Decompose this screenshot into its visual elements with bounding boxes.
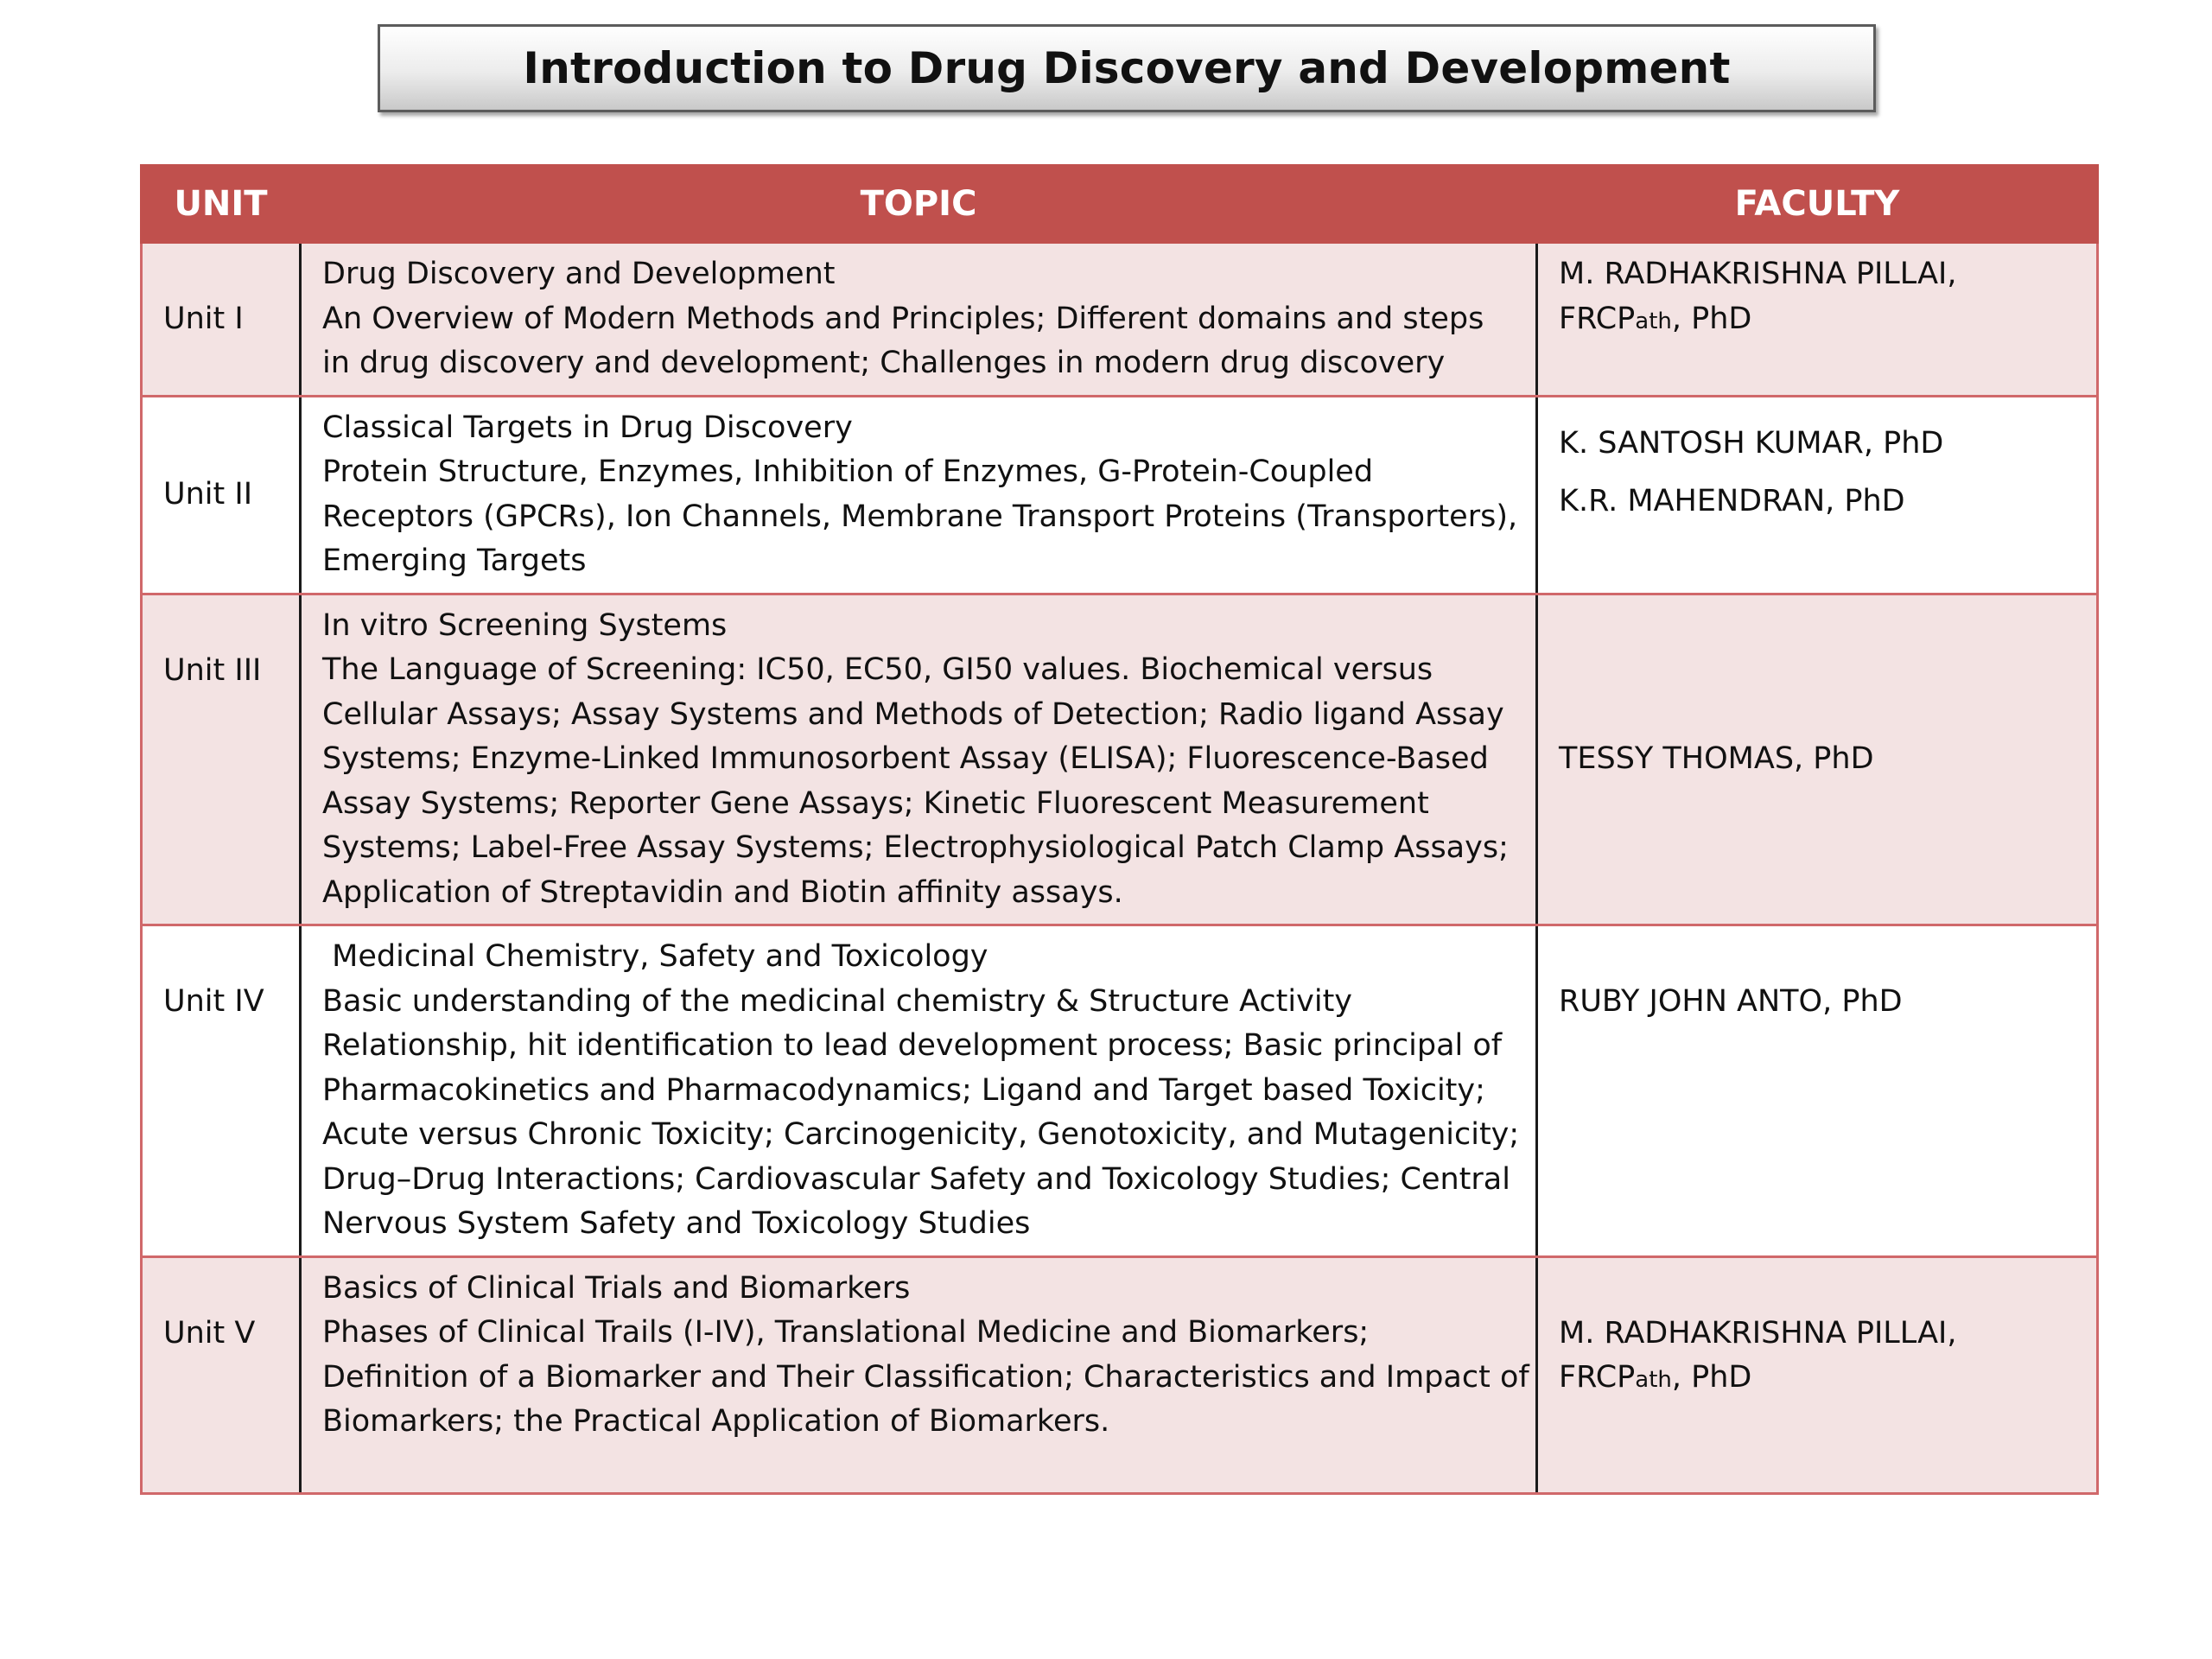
- table-header: [142, 166, 2098, 243]
- topic-cell: [301, 243, 1537, 397]
- table-row: [142, 594, 2098, 925]
- topic-line: Receptors (GPCRs), Ion Channels, Membrane Transport Proteins (Transporters),: [322, 499, 1518, 534]
- topic-line: Application of Streptavidin and Biotin affinity assays.: [322, 874, 1123, 910]
- table-body: [142, 243, 2098, 1494]
- credential-small: ath: [1635, 308, 1672, 334]
- topic-line: Biomarkers; the Practical Application of Biomarkers.: [322, 1404, 1110, 1439]
- topic-line: Acute versus Chronic Toxicity; Carcinogenicity, Genotoxicity, and Mutagenicity;: [322, 1117, 1520, 1152]
- header-topic: TOPIC: [301, 166, 1537, 243]
- topic-line: Systems; Label-Free Assay Systems; Electrophysiological Patch Clamp Assays;: [322, 830, 1509, 865]
- topic-heading: Drug Discovery and Development: [322, 257, 836, 291]
- faculty-name: RUBY JOHN ANTO, PhD: [1559, 984, 1903, 1019]
- faculty-cell: [1537, 396, 2098, 594]
- faculty-credentials: [1559, 297, 2082, 345]
- table-row: [142, 396, 2098, 594]
- topic-line: Assay Systems; Reporter Gene Assays; Kinetic Fluorescent Measurement: [322, 785, 1429, 821]
- faculty-name: M. RADHAKRISHNA PILLAI,: [1559, 1315, 1957, 1351]
- header-faculty: FACULTY: [1537, 166, 2098, 243]
- topic-line: The Language of Screening: IC50, EC50, GI50 values. Biochemical versus: [322, 652, 1433, 687]
- topic-heading: Basics of Clinical Trials and Biomarkers: [322, 1270, 911, 1306]
- table-row: [142, 243, 2098, 397]
- topic-cell: [301, 1256, 1537, 1493]
- unit-label: Unit II: [163, 476, 253, 512]
- topic-line: Nervous System Safety and Toxicology Studies: [322, 1206, 1031, 1241]
- topic-line: Basic understanding of the medicinal chemistry & Structure Activity: [322, 983, 1352, 1019]
- topic-line: Definition of a Biomarker and Their Classification; Characteristics and Impact of: [322, 1359, 1529, 1395]
- unit-cell: [142, 925, 301, 1257]
- topic-line: in drug discovery and development; Challenges in modern drug discovery: [322, 346, 1446, 380]
- faculty-name: K.R. MAHENDRAN, PhD: [1559, 484, 1905, 518]
- unit-cell: [142, 396, 301, 594]
- faculty-cell: [1537, 594, 2098, 925]
- faculty-cell: [1537, 243, 2098, 397]
- page-title: Introduction to Drug Discovery and Development: [523, 43, 1731, 93]
- title-box: [378, 24, 1876, 112]
- topic-line: Relationship, hit identification to lead development process; Basic principal of: [322, 1028, 1503, 1063]
- unit-label: Unit V: [163, 1315, 256, 1351]
- unit-label: Unit IV: [163, 984, 264, 1019]
- topic-cell: [301, 396, 1537, 594]
- table-row: [142, 925, 2098, 1257]
- faculty-cell: [1537, 925, 2098, 1257]
- topic-heading: Classical Targets in Drug Discovery: [322, 410, 853, 445]
- faculty-name: TESSY THOMAS, PhD: [1559, 741, 1874, 776]
- unit-cell: [142, 1256, 301, 1493]
- faculty-cell: [1537, 1256, 2098, 1493]
- credential-prefix: FRCP: [1559, 1360, 1636, 1395]
- unit-cell: [142, 243, 301, 397]
- unit-cell: [142, 594, 301, 925]
- header-row: [142, 166, 2098, 243]
- credential-suffix: , PhD: [1671, 301, 1752, 336]
- faculty-name: M. RADHAKRISHNA PILLAI,: [1559, 257, 1957, 291]
- topic-cell: [301, 925, 1537, 1257]
- unit-label: Unit III: [163, 652, 262, 688]
- topic-heading: Medicinal Chemistry, Safety and Toxicology: [322, 939, 988, 974]
- topic-line: Phases of Clinical Trails (I-IV), Translational Medicine and Biomarkers;: [322, 1315, 1370, 1350]
- course-table: [140, 164, 2099, 1495]
- faculty-name: K. SANTOSH KUMAR, PhD: [1559, 425, 1944, 461]
- faculty-credentials: [1559, 1356, 2082, 1403]
- topic-line: Pharmacokinetics and Pharmacodynamics; Ligand and Target based Toxicity;: [322, 1072, 1485, 1108]
- topic-line: An Overview of Modern Methods and Principles; Different domains and steps: [322, 301, 1484, 336]
- credential-small: ath: [1635, 1367, 1672, 1393]
- credential-prefix: FRCP: [1559, 301, 1636, 336]
- unit-label: Unit I: [163, 301, 244, 336]
- topic-line: Cellular Assays; Assay Systems and Methods of Detection; Radio ligand Assay: [322, 696, 1504, 732]
- topic-line: Systems; Enzyme-Linked Immunosorbent Assay (ELISA); Fluorescence-Based: [322, 741, 1489, 776]
- topic-cell: [301, 594, 1537, 925]
- table-row: [142, 1256, 2098, 1493]
- topic-line: Protein Structure, Enzymes, Inhibition of Enzymes, G-Protein-Coupled: [322, 454, 1374, 489]
- header-unit: UNIT: [142, 166, 301, 243]
- credential-suffix: , PhD: [1671, 1360, 1752, 1395]
- topic-line: Drug–Drug Interactions; Cardiovascular Safety and Toxicology Studies; Central: [322, 1161, 1510, 1197]
- topic-line: Emerging Targets: [322, 543, 587, 578]
- topic-heading: In vitro Screening Systems: [322, 607, 728, 643]
